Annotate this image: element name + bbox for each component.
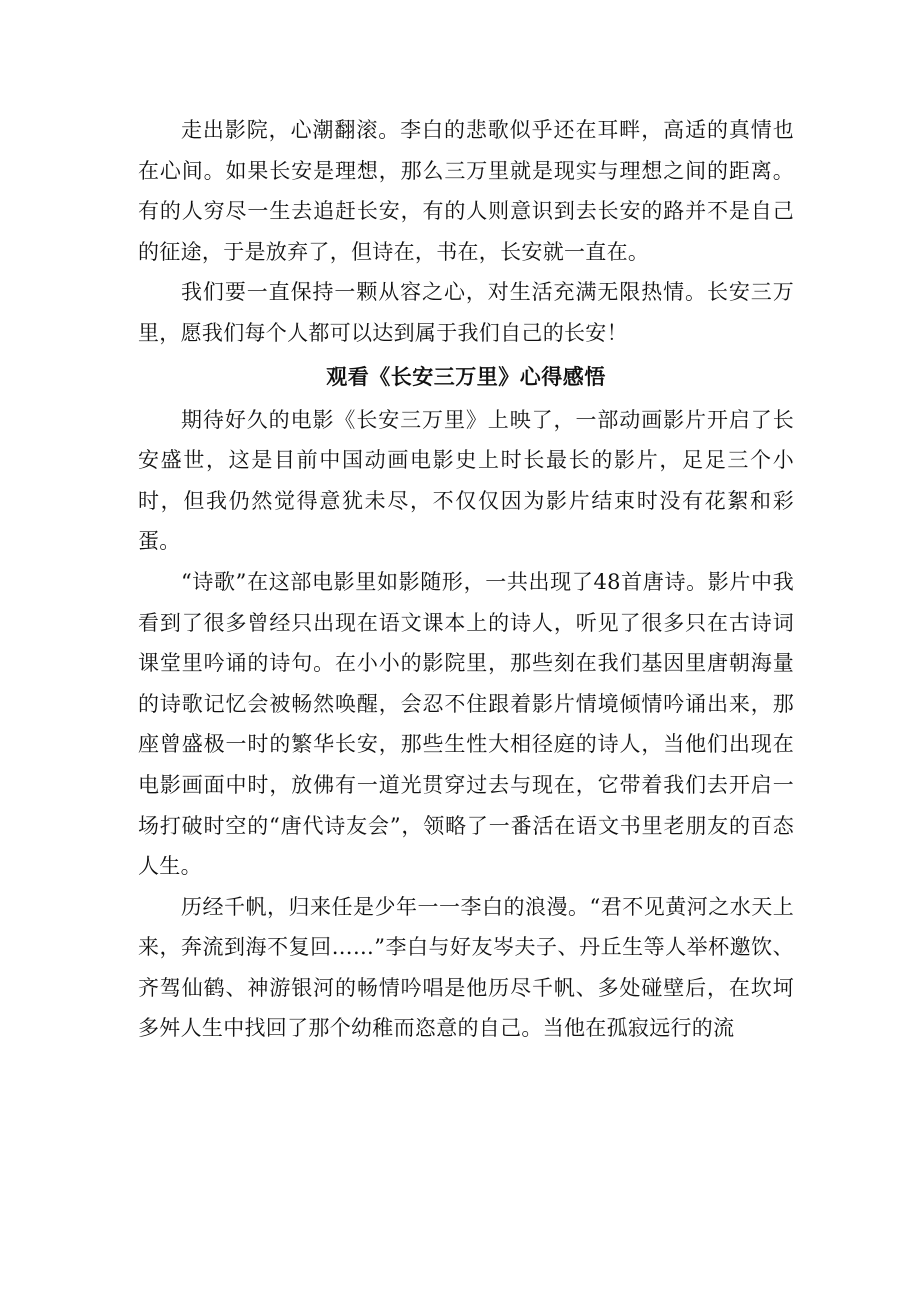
paragraph-intro: 期待好久的电影《长安三万里》上映了，一部动画影片开启了长安盛世，这是目前中国动画电影史上时长最长的影片，足足三个小时，但我仍然觉得意犹未尽，不仅仅因为影片结束时没有花絮和彩蛋。 [138,407,794,554]
essay-title: 观看《长安三万里》心得感悟 [326,364,606,389]
paragraph-reflection: 走出影院，心潮翻滚。李白的悲歌似乎还在耳畔，高适的真情也在心间。如果长安是理想，那么三万里就是现实与理想之间的距离。有的人穷尽一生去追赶长安，有的人则意识到去长安的路并不是自己的征途，于是放弃了，但诗在，书在，长安就一直在。 [138,118,794,264]
document-page [138,110,794,1049]
paragraph-poetry: “诗歌”在这部电影里如影随形，一共出现了48首唐诗。影片中我看到了很多曾经只出现在语文课本上的诗人，听见了很多只在古诗词课堂里吟诵的诗句。在小小的影院里，那些刻在我们基因里唐朝海量的诗歌记忆会被畅然唤醒，会忍不住跟着影片情境倾情吟诵出来，那座曾盛极一时的繁华长安，那些生性大相径庭的诗人，当他们出现在电影画面中时，放佛有一道光贯穿过去与现在，它带着我们去开启一场打破时空的“唐代诗友会”，领略了一番活在语文书里老朋友的百态人生。 [138,569,794,879]
paragraph-libai: 历经千帆，归来任是少年一一李白的浪漫。“君不见黄河之水天上来，奔流到海不复回……”李白与好友岑夫子、丹丘生等人举杯邀饮、齐驾仙鹤、神游银河的畅情吟唱是他历尽千帆、多处碰壁后，在坎坷多舛人生中找回了那个幼稚而恣意的自己。当他在孤寂远行的流 [138,894,794,1041]
paragraph-conclusion: 我们要一直保持一颗从容之心，对生活充满无限热情。长安三万里，愿我们每个人都可以达到属于我们自己的长安！ [138,280,794,345]
